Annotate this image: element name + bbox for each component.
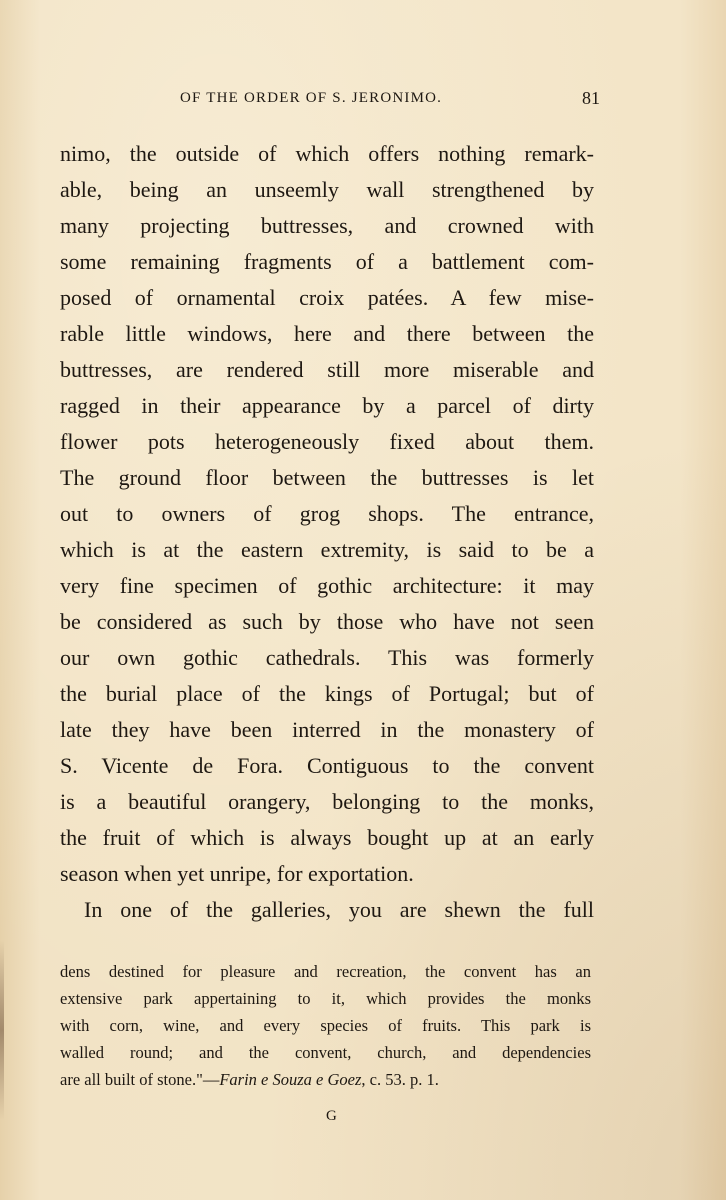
body-line: the burial place of the kings of Portugal; but of (60, 681, 594, 706)
body-line: our own gothic cathedrals. This was formerly (60, 645, 594, 670)
footnote-line: dens destined for pleasure and recreation, the convent has an (60, 962, 591, 981)
body-line: posed of ornamental croix patées. A few mise- (60, 285, 594, 310)
body-line: ragged in their appearance by a parcel of dirty (60, 393, 594, 418)
body-line: which is at the eastern extremity, is said to be a (60, 537, 594, 562)
body-line: able, being an unseemly wall strengthened by (60, 177, 594, 202)
body-line: S. Vicente de Fora. Contiguous to the convent (60, 753, 594, 778)
body-line: is a beautiful orangery, belonging to the monks, (60, 789, 594, 814)
signature-mark: G (326, 1108, 338, 1124)
running-head (60, 90, 600, 114)
page-number: 81 (582, 88, 600, 108)
body-line: late they have been interred in the monastery of (60, 717, 594, 742)
footnote-citation: Farin e Souza e Goez (219, 1070, 362, 1089)
body-line: nimo, the outside of which offers nothing remark- (60, 141, 594, 166)
running-head-title: OF THE ORDER OF S. JERONIMO. (180, 90, 443, 106)
body-line: The ground floor between the buttresses is let (60, 465, 594, 490)
footnote-citation-tail: , c. 53. p. 1. (361, 1070, 439, 1089)
body-line: some remaining fragments of a battlement com- (60, 249, 594, 274)
body-line: In one of the galleries, you are shewn the full (84, 897, 594, 922)
body-line: buttresses, are rendered still more miserable and (60, 357, 594, 382)
footnote-line-text: are all built of stone."— (60, 1070, 220, 1089)
body-line: be considered as such by those who have not seen (60, 609, 594, 634)
page-edge-shadow (0, 940, 4, 1120)
body-line: flower pots heterogeneously fixed about them. (60, 429, 594, 454)
body-line: very fine specimen of gothic architecture: it may (60, 573, 594, 598)
body-line: the fruit of which is always bought up at an early (60, 825, 594, 850)
footnote-line: with corn, wine, and every species of fruits. This park is (60, 1016, 591, 1035)
body-line: many projecting buttresses, and crowned with (60, 213, 594, 238)
footnote-line: walled round; and the convent, church, and dependencies (60, 1043, 591, 1062)
body-text (60, 136, 594, 928)
body-line: season when yet unripe, for exportation. (60, 861, 414, 886)
footnote (60, 958, 591, 1093)
body-line: rable little windows, here and there between the (60, 321, 594, 346)
footnote-last-line (60, 1066, 591, 1093)
body-line: out to owners of grog shops. The entrance, (60, 501, 594, 526)
footnote-line: extensive park appertaining to it, which provides the monks (60, 989, 591, 1008)
